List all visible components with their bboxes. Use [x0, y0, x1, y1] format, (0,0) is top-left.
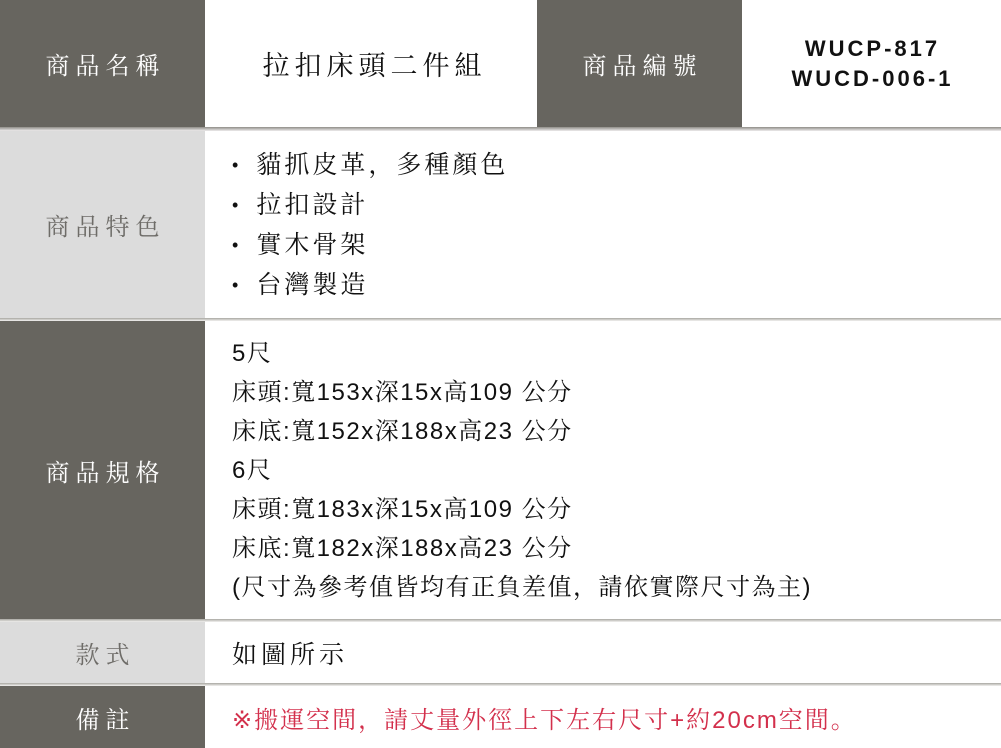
- product-code-line-2: WUCD-006-1: [791, 65, 954, 91]
- specs-row: [0, 321, 1001, 619]
- specs-label: 商品規格: [0, 321, 207, 619]
- product-code-line-1: WUCP-817: [804, 35, 941, 61]
- style-label: 款式: [0, 622, 207, 683]
- bullet-icon: •: [232, 194, 242, 215]
- style-value: 如圖所示: [207, 622, 1001, 683]
- spec-line: 床底:寬152x深188x高23 公分: [232, 417, 573, 445]
- note-row: [0, 686, 1001, 748]
- note-label: 備註: [0, 686, 207, 748]
- product-code-values: [744, 0, 1001, 127]
- spec-line: 6尺: [232, 456, 273, 484]
- spec-line: (尺寸為參考值皆均有正負差值，請依實際尺寸為主): [232, 573, 812, 601]
- feature-text: 貓抓皮革，多種顏色: [256, 150, 509, 179]
- features-list: [232, 145, 508, 305]
- note-value: ※搬運空間，請丈量外徑上下左右尺寸+約20cm空間。: [207, 686, 1001, 748]
- product-name-value: 拉扣床頭二件組: [207, 0, 537, 127]
- header-row: [0, 0, 1001, 127]
- specs-content: [207, 321, 1001, 619]
- bullet-icon: •: [232, 154, 242, 175]
- feature-text: 拉扣設計: [256, 190, 369, 219]
- spec-line: 床頭:寬153x深15x高109 公分: [232, 378, 573, 406]
- feature-item: [232, 185, 508, 225]
- feature-item: [232, 225, 508, 265]
- features-content: [207, 131, 1001, 318]
- spec-line: 5尺: [232, 339, 273, 367]
- feature-item: [232, 145, 508, 185]
- style-row: [0, 622, 1001, 683]
- feature-text: 台灣製造: [256, 270, 369, 299]
- spec-line: 床底:寬182x深188x高23 公分: [232, 534, 573, 562]
- features-row: [0, 131, 1001, 318]
- bullet-icon: •: [232, 274, 242, 295]
- product-name-label: 商品名稱: [0, 0, 207, 127]
- features-label: 商品特色: [0, 131, 207, 318]
- feature-text: 實木骨架: [256, 230, 369, 259]
- spec-line: 床頭:寬183x深15x高109 公分: [232, 495, 573, 523]
- feature-item: [232, 265, 508, 305]
- product-code-label: 商品編號: [537, 0, 744, 127]
- bullet-icon: •: [232, 234, 242, 255]
